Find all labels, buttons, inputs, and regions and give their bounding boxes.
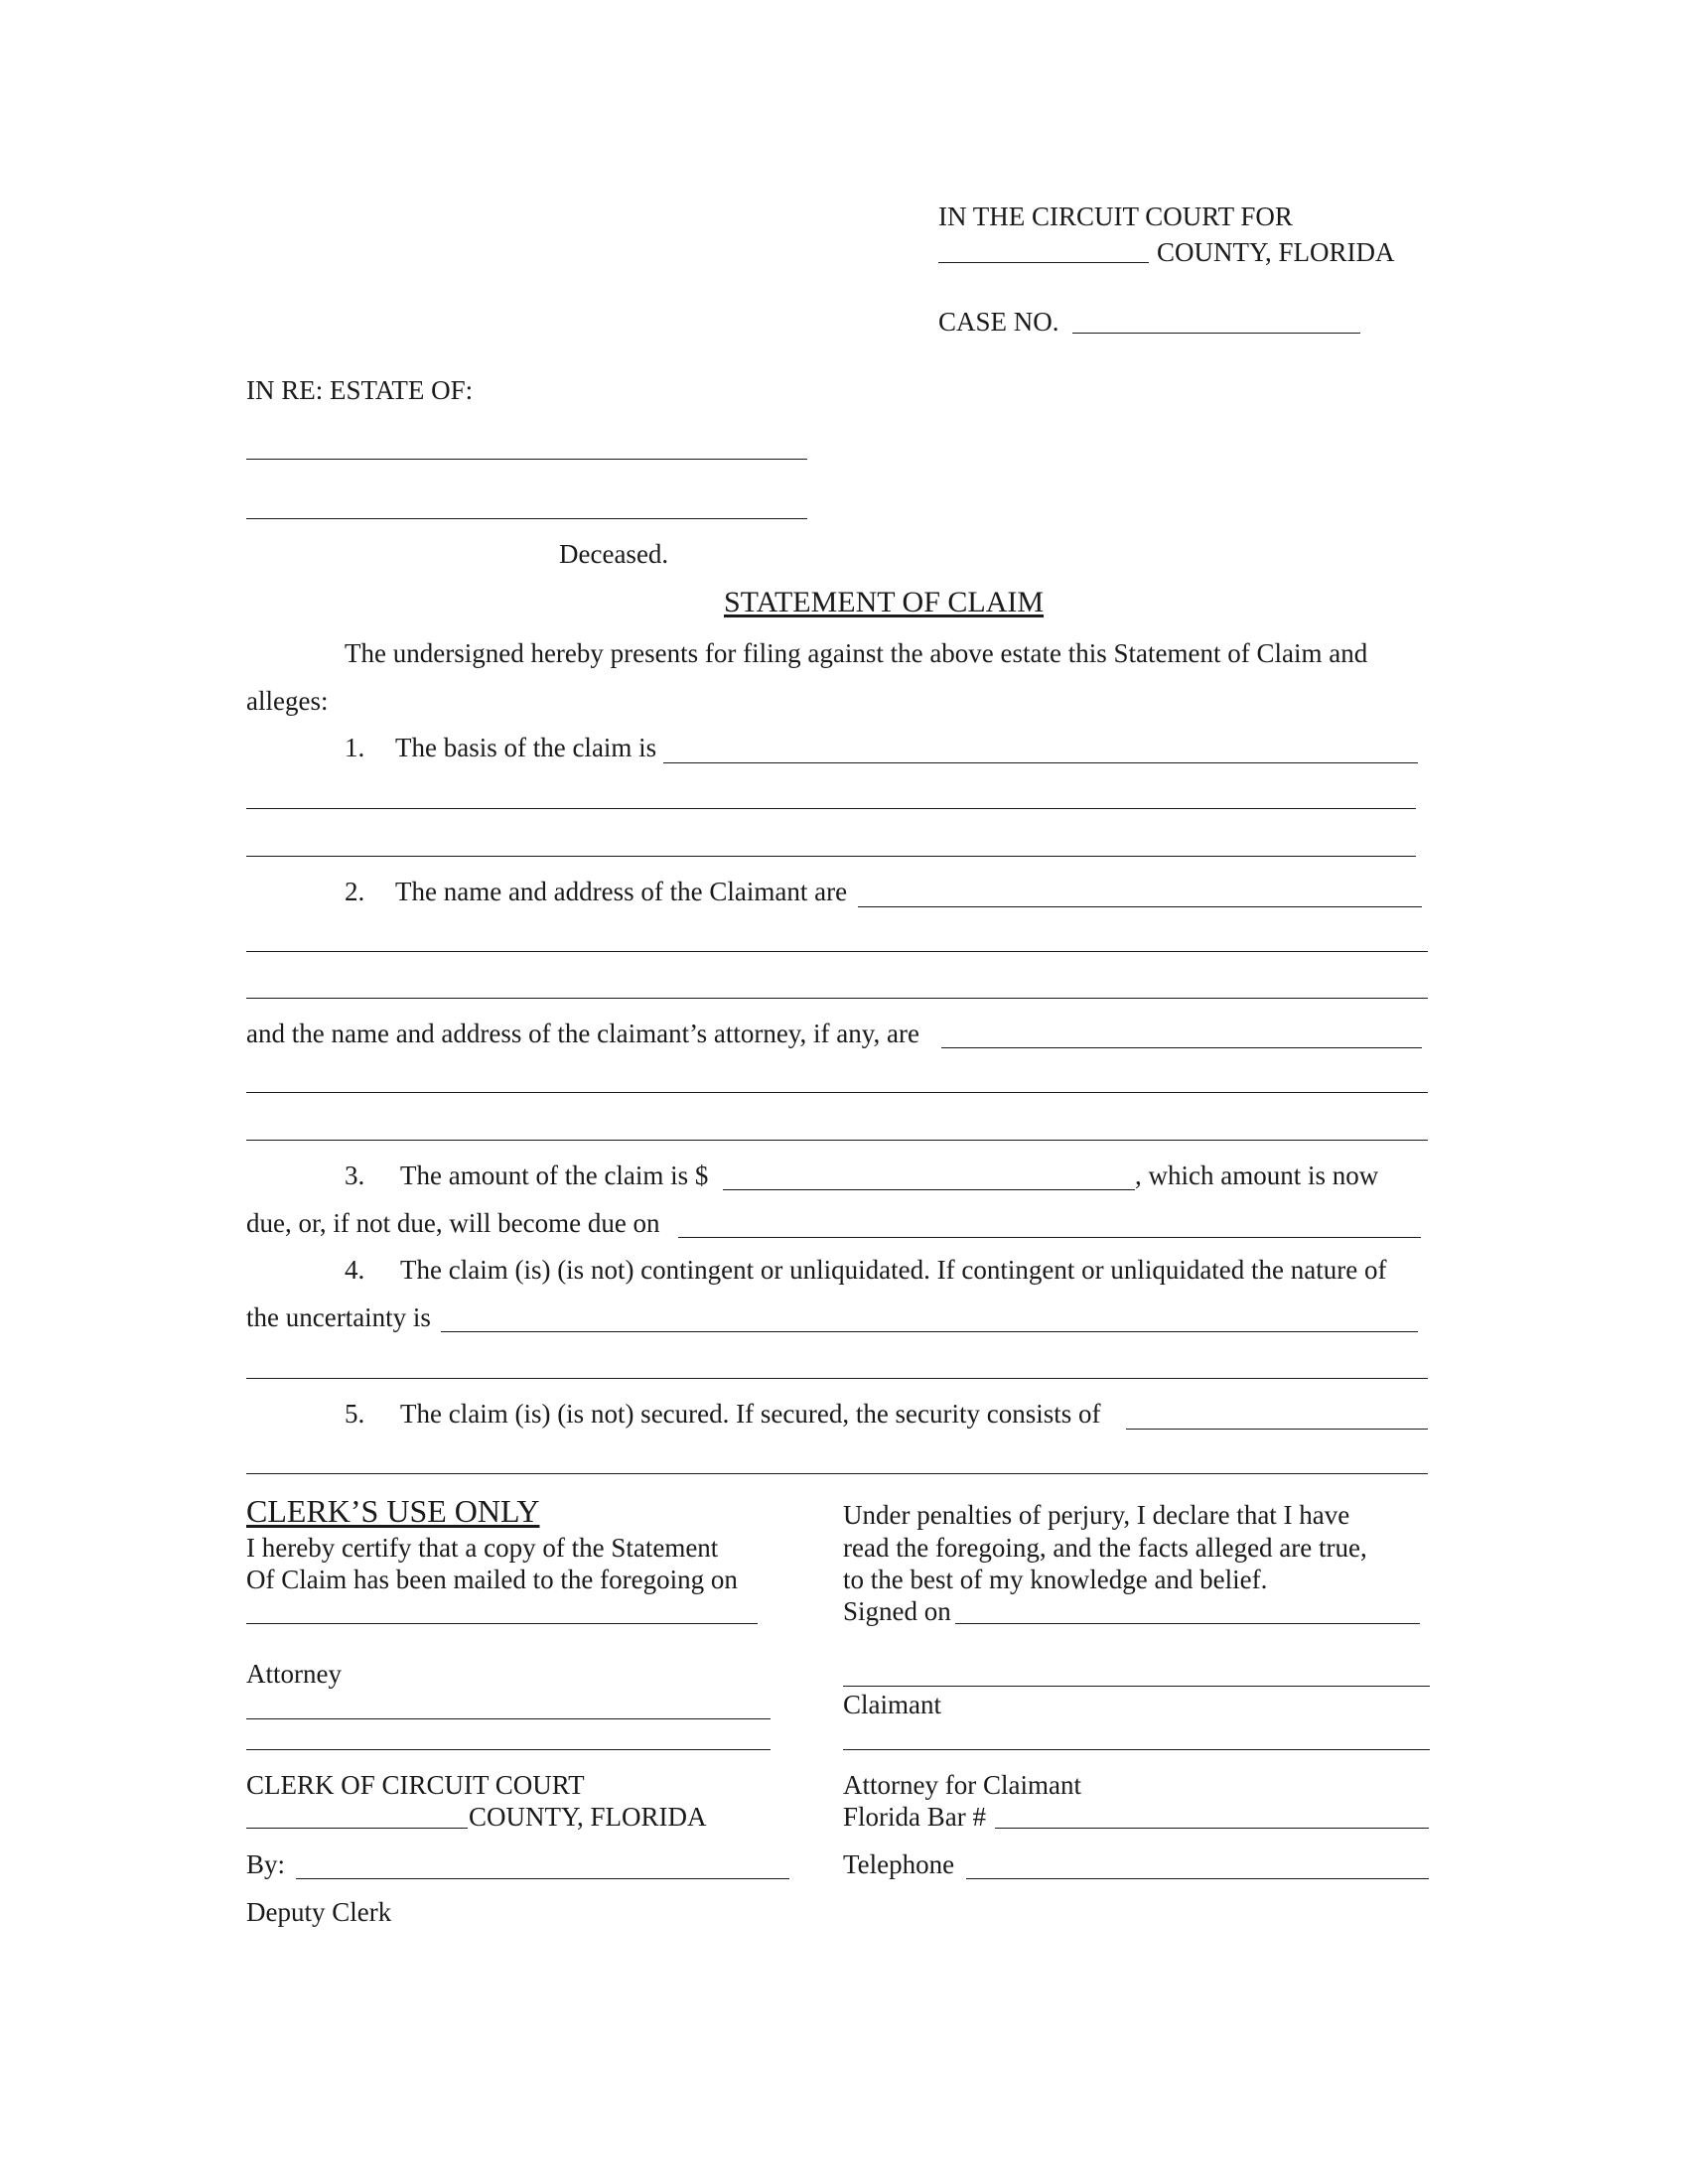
florida-bar-blank[interactable]: [995, 1828, 1429, 1829]
in-re-estate-label: IN RE: ESTATE OF:: [246, 375, 474, 405]
clerk-county-label: COUNTY, FLORIDA: [469, 1802, 707, 1832]
claim-basis-line-3[interactable]: [246, 856, 1416, 857]
attorney-line-1[interactable]: [246, 1718, 771, 1719]
item-3-text: The amount of the claim is $: [400, 1160, 709, 1190]
clerk-cert-line-2: Of Claim has been mailed to the foregoing on: [246, 1565, 738, 1594]
item-3-line-2: due, or, if not due, will become due on: [246, 1208, 660, 1238]
claim-amount-blank[interactable]: [723, 1189, 1135, 1190]
declaration-line-3: to the best of my knowledge and belief.: [843, 1565, 1268, 1594]
deceased-label: Deceased.: [559, 539, 669, 569]
deputy-clerk-label: Deputy Clerk: [246, 1897, 392, 1927]
due-date-blank[interactable]: [678, 1237, 1421, 1238]
declaration-line-2: read the foregoing, and the facts alleged are true,: [843, 1533, 1367, 1563]
estate-name-line-1[interactable]: [246, 459, 807, 460]
claim-basis-line-2[interactable]: [246, 808, 1416, 809]
deputy-signature-blank[interactable]: [296, 1878, 789, 1879]
item-4-text: The claim (is) (is not) contingent or unliquidated. If contingent or unliquidated the nature of: [400, 1255, 1387, 1285]
claimant-address-line-2[interactable]: [246, 951, 1428, 952]
claimant-signature-line[interactable]: [843, 1686, 1430, 1687]
attorney-address-line-3[interactable]: [246, 1140, 1428, 1141]
item-4-line-2: the uncertainty is: [246, 1302, 431, 1332]
security-line-2[interactable]: [246, 1473, 1428, 1474]
by-label: By:: [246, 1849, 286, 1879]
florida-bar-label: Florida Bar #: [843, 1802, 986, 1832]
item-3-number: 3.: [345, 1160, 365, 1190]
attorney-for-claimant-line[interactable]: [843, 1749, 1430, 1750]
case-no-label: CASE NO.: [938, 307, 1059, 337]
item-4-number: 4.: [345, 1255, 365, 1285]
attorney-label: Attorney: [246, 1659, 342, 1689]
attorney-line-2[interactable]: [246, 1749, 771, 1750]
attorney-text: and the name and address of the claimant’s attorney, if any, are: [246, 1019, 919, 1048]
item-3-suffix: , which amount is now: [1135, 1160, 1379, 1190]
attorney-address-line-2[interactable]: [246, 1092, 1428, 1093]
claimant-label: Claimant: [843, 1690, 941, 1719]
mailed-date-blank[interactable]: [246, 1623, 758, 1624]
estate-name-line-2[interactable]: [246, 518, 807, 519]
declaration-line-1: Under penalties of perjury, I declare that I have: [843, 1500, 1350, 1530]
item-5-number: 5.: [345, 1399, 365, 1429]
signed-on-label: Signed on: [843, 1596, 951, 1626]
claimant-name-address-blank[interactable]: [858, 906, 1422, 907]
telephone-blank[interactable]: [966, 1878, 1429, 1879]
clerk-of-court-label: CLERK OF CIRCUIT COURT: [246, 1770, 585, 1800]
court-county-label: COUNTY, FLORIDA: [1157, 237, 1395, 267]
security-blank[interactable]: [1126, 1429, 1428, 1430]
item-2-number: 2.: [345, 877, 365, 906]
signed-on-date-blank[interactable]: [955, 1623, 1420, 1624]
uncertainty-line-2[interactable]: [246, 1378, 1428, 1379]
county-blank[interactable]: [938, 262, 1149, 263]
intro-line-2: alleges:: [246, 686, 329, 716]
clerks-use-only-heading: CLERK’S USE ONLY: [246, 1493, 540, 1529]
item-1-number: 1.: [345, 733, 365, 762]
telephone-label: Telephone: [843, 1849, 955, 1879]
item-2-text: The name and address of the Claimant are: [395, 877, 848, 906]
court-heading: IN THE CIRCUIT COURT FOR: [938, 202, 1293, 231]
case-no-blank[interactable]: [1072, 333, 1360, 334]
intro-line-1: The undersigned hereby presents for filing against the above estate this Statement of Claim and: [345, 638, 1368, 668]
document-title: STATEMENT OF CLAIM: [724, 586, 1045, 618]
claim-basis-blank[interactable]: [663, 762, 1418, 763]
item-5-text: The claim (is) (is not) secured. If secured, the security consists of: [400, 1399, 1101, 1429]
claimant-address-line-3[interactable]: [246, 998, 1428, 999]
attorney-name-address-blank[interactable]: [941, 1047, 1422, 1048]
uncertainty-blank[interactable]: [441, 1331, 1418, 1332]
clerk-county-blank[interactable]: [246, 1828, 468, 1829]
attorney-for-claimant-label: Attorney for Claimant: [843, 1770, 1081, 1800]
item-1-text: The basis of the claim is: [395, 733, 657, 762]
clerk-cert-line-1: I hereby certify that a copy of the Statement: [246, 1533, 719, 1563]
